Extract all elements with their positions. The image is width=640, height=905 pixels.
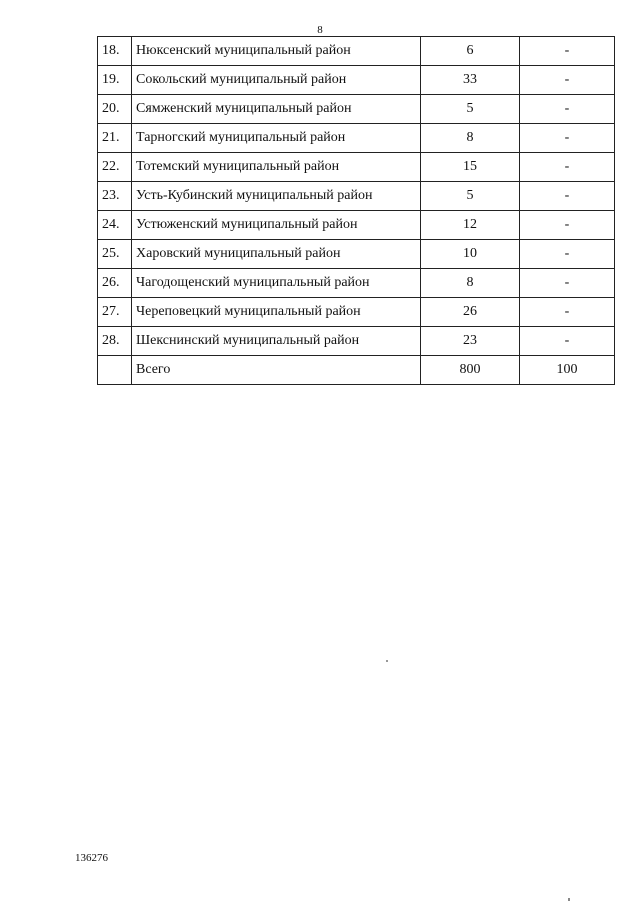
district-table — [97, 36, 615, 385]
row-number-cell: 23. — [98, 182, 132, 211]
document-code: 136276 — [75, 852, 108, 864]
extra-cell: - — [520, 95, 615, 124]
table-row — [98, 153, 615, 182]
total-extra-cell: 100 — [520, 356, 615, 385]
table-row — [98, 182, 615, 211]
count-cell: 8 — [421, 124, 520, 153]
page-number: 8 — [317, 24, 323, 36]
row-number-cell: 25. — [98, 240, 132, 269]
district-name-cell: Харовский муниципальный район — [132, 240, 421, 269]
row-number-cell: 22. — [98, 153, 132, 182]
count-cell: 6 — [421, 37, 520, 66]
table-row — [98, 269, 615, 298]
count-cell: 15 — [421, 153, 520, 182]
count-cell: 10 — [421, 240, 520, 269]
extra-cell: - — [520, 182, 615, 211]
district-name-cell: Сокольский муниципальный район — [132, 66, 421, 95]
table-row — [98, 211, 615, 240]
count-cell: 12 — [421, 211, 520, 240]
table-row — [98, 124, 615, 153]
total-num-cell — [98, 356, 132, 385]
count-cell: 5 — [421, 95, 520, 124]
extra-cell: - — [520, 298, 615, 327]
scan-corner-mark — [568, 898, 570, 901]
total-row — [98, 356, 615, 385]
table-row — [98, 240, 615, 269]
district-name-cell: Шекснинский муниципальный район — [132, 327, 421, 356]
total-label-cell: Всего — [132, 356, 421, 385]
district-name-cell: Нюксенский муниципальный район — [132, 37, 421, 66]
district-name-cell: Усть-Кубинский муниципальный район — [132, 182, 421, 211]
table-row — [98, 327, 615, 356]
row-number-cell: 28. — [98, 327, 132, 356]
district-name-cell: Сямженский муниципальный район — [132, 95, 421, 124]
extra-cell: - — [520, 124, 615, 153]
extra-cell: - — [520, 211, 615, 240]
row-number-cell: 24. — [98, 211, 132, 240]
total-value-cell: 800 — [421, 356, 520, 385]
district-name-cell: Устюженский муниципальный район — [132, 211, 421, 240]
table-row — [98, 298, 615, 327]
row-number-cell: 18. — [98, 37, 132, 66]
scan-speck — [386, 660, 388, 662]
table-row — [98, 95, 615, 124]
district-name-cell: Тотемский муниципальный район — [132, 153, 421, 182]
district-name-cell: Тарногский муниципальный район — [132, 124, 421, 153]
row-number-cell: 27. — [98, 298, 132, 327]
count-cell: 26 — [421, 298, 520, 327]
count-cell: 23 — [421, 327, 520, 356]
district-name-cell: Череповецкий муниципальный район — [132, 298, 421, 327]
extra-cell: - — [520, 37, 615, 66]
count-cell: 5 — [421, 182, 520, 211]
row-number-cell: 20. — [98, 95, 132, 124]
extra-cell: - — [520, 240, 615, 269]
district-name-cell: Чагодощенский муниципальный район — [132, 269, 421, 298]
table-body — [98, 37, 615, 385]
row-number-cell: 19. — [98, 66, 132, 95]
extra-cell: - — [520, 327, 615, 356]
row-number-cell: 21. — [98, 124, 132, 153]
row-number-cell: 26. — [98, 269, 132, 298]
extra-cell: - — [520, 269, 615, 298]
table-row — [98, 37, 615, 66]
extra-cell: - — [520, 153, 615, 182]
table-row — [98, 66, 615, 95]
extra-cell: - — [520, 66, 615, 95]
count-cell: 33 — [421, 66, 520, 95]
count-cell: 8 — [421, 269, 520, 298]
